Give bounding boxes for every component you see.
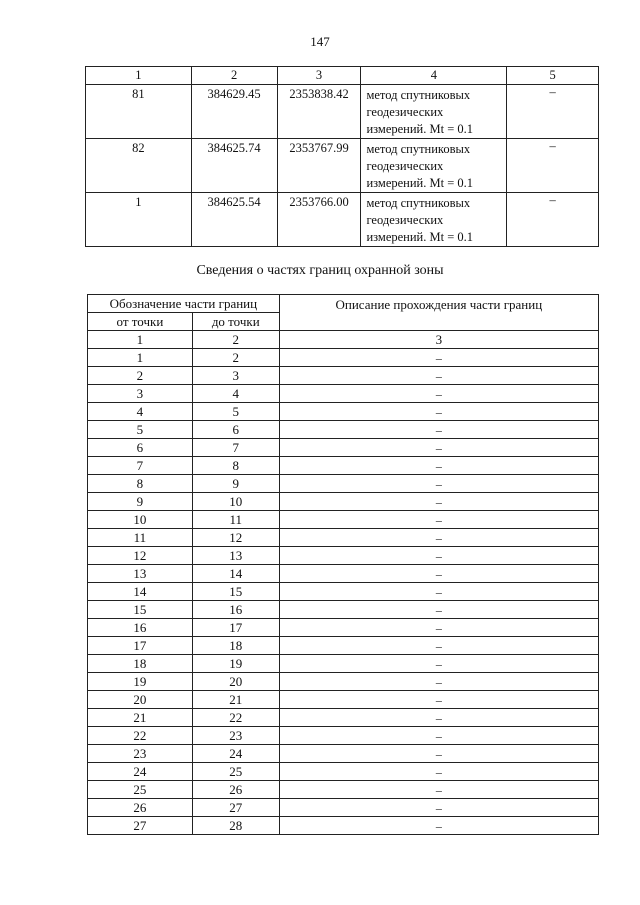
table-row — [88, 655, 599, 673]
column-number-row — [88, 331, 599, 349]
description-cell: – — [279, 403, 598, 421]
to-point-cell: 18 — [192, 637, 279, 655]
table-row — [88, 763, 599, 781]
section-title: Сведения о частях границ охранной зоны — [196, 263, 444, 278]
to-point-cell: 23 — [192, 727, 279, 745]
to-point-cell: 20 — [192, 673, 279, 691]
table-row — [86, 193, 599, 247]
boundary-part-designation-header: Обозначение части границ — [88, 295, 280, 313]
note-cell: – — [507, 85, 599, 139]
table-row — [88, 349, 599, 367]
from-point-cell: 25 — [88, 781, 193, 799]
x-coordinate: 384629.45 — [191, 85, 277, 139]
table-row — [88, 619, 599, 637]
from-point-cell: 14 — [88, 583, 193, 601]
method-cell — [361, 85, 507, 139]
to-point-cell: 21 — [192, 691, 279, 709]
column-header: 1 — [86, 67, 192, 85]
description-cell: – — [279, 475, 598, 493]
table-row — [88, 421, 599, 439]
to-point-cell: 9 — [192, 475, 279, 493]
to-point-cell: 19 — [192, 655, 279, 673]
from-point-cell: 22 — [88, 727, 193, 745]
table-row — [88, 583, 599, 601]
description-cell: – — [279, 673, 598, 691]
table-row — [86, 139, 599, 193]
description-cell: – — [279, 799, 598, 817]
description-cell: – — [279, 709, 598, 727]
table-row — [88, 367, 599, 385]
y-coordinate: 2353766.00 — [277, 193, 361, 247]
to-point-cell: 11 — [192, 511, 279, 529]
point-number: 82 — [86, 139, 192, 193]
from-point-cell: 16 — [88, 619, 193, 637]
description-cell: – — [279, 547, 598, 565]
table-row — [88, 709, 599, 727]
to-point-cell: 24 — [192, 745, 279, 763]
description-cell: – — [279, 457, 598, 475]
note-cell: – — [507, 193, 599, 247]
to-point-cell: 14 — [192, 565, 279, 583]
description-cell: – — [279, 493, 598, 511]
to-point-cell: 27 — [192, 799, 279, 817]
method-line: геодезических — [366, 159, 444, 173]
point-number: 81 — [86, 85, 192, 139]
column-header: 4 — [361, 67, 507, 85]
point-number: 1 — [86, 193, 192, 247]
from-point-cell: 11 — [88, 529, 193, 547]
table-row — [88, 601, 599, 619]
description-cell: – — [279, 439, 598, 457]
table-row — [88, 799, 599, 817]
from-point-cell: 7 — [88, 457, 193, 475]
table-row — [88, 511, 599, 529]
to-point-cell: 5 — [192, 403, 279, 421]
to-point-header: до точки — [192, 313, 279, 331]
description-cell: – — [279, 529, 598, 547]
coordinates-table — [85, 66, 599, 247]
to-point-cell: 6 — [192, 421, 279, 439]
description-cell: – — [279, 511, 598, 529]
description-cell: – — [279, 565, 598, 583]
description-cell: – — [279, 637, 598, 655]
x-coordinate: 384625.54 — [191, 193, 277, 247]
table-row — [88, 565, 599, 583]
description-cell: – — [279, 601, 598, 619]
table-row — [88, 493, 599, 511]
description-cell: – — [279, 691, 598, 709]
from-point-cell: 26 — [88, 799, 193, 817]
from-point-cell: 8 — [88, 475, 193, 493]
from-point-cell: 1 — [88, 349, 193, 367]
method-line: метод спутниковых — [366, 88, 471, 102]
table-row — [88, 385, 599, 403]
from-point-cell: 5 — [88, 421, 193, 439]
to-point-cell: 13 — [192, 547, 279, 565]
column-number: 3 — [279, 331, 598, 349]
description-cell: – — [279, 781, 598, 799]
from-point-cell: 10 — [88, 511, 193, 529]
description-cell: – — [279, 583, 598, 601]
from-point-cell: 4 — [88, 403, 193, 421]
from-point-cell: 21 — [88, 709, 193, 727]
method-line: измерений. Mt = 0.1 — [366, 122, 474, 136]
table-row — [88, 673, 599, 691]
x-coordinate: 384625.74 — [191, 139, 277, 193]
from-point-cell: 24 — [88, 763, 193, 781]
from-point-header: от точки — [88, 313, 193, 331]
to-point-cell: 17 — [192, 619, 279, 637]
to-point-cell: 22 — [192, 709, 279, 727]
table-row — [88, 403, 599, 421]
table-row — [88, 475, 599, 493]
column-header: 2 — [191, 67, 277, 85]
table-row — [86, 85, 599, 139]
table-row — [88, 529, 599, 547]
description-cell: – — [279, 421, 598, 439]
description-cell: – — [279, 727, 598, 745]
column-header: 5 — [507, 67, 599, 85]
method-line: измерений. Mt = 0.1 — [366, 230, 474, 244]
to-point-cell: 2 — [192, 349, 279, 367]
from-point-cell: 17 — [88, 637, 193, 655]
to-point-cell: 25 — [192, 763, 279, 781]
from-point-cell: 20 — [88, 691, 193, 709]
to-point-cell: 15 — [192, 583, 279, 601]
table-row — [88, 727, 599, 745]
from-point-cell: 15 — [88, 601, 193, 619]
column-header: 3 — [277, 67, 361, 85]
boundary-parts-table — [87, 294, 599, 835]
method-line: геодезических — [366, 105, 444, 119]
header-row — [88, 295, 599, 313]
boundary-description-header: Описание прохождения части границ — [279, 295, 598, 331]
from-point-cell: 2 — [88, 367, 193, 385]
table-row — [88, 547, 599, 565]
description-cell: – — [279, 349, 598, 367]
table-row — [88, 637, 599, 655]
table-row — [88, 745, 599, 763]
method-line: метод спутниковых — [366, 196, 471, 210]
to-point-cell: 8 — [192, 457, 279, 475]
note-cell: – — [507, 139, 599, 193]
from-point-cell: 18 — [88, 655, 193, 673]
table-row — [88, 817, 599, 835]
from-point-cell: 13 — [88, 565, 193, 583]
to-point-cell: 26 — [192, 781, 279, 799]
description-cell: – — [279, 763, 598, 781]
description-cell: – — [279, 367, 598, 385]
description-cell: – — [279, 655, 598, 673]
from-point-cell: 19 — [88, 673, 193, 691]
from-point-cell: 6 — [88, 439, 193, 457]
to-point-cell: 28 — [192, 817, 279, 835]
from-point-cell: 12 — [88, 547, 193, 565]
method-line: геодезических — [366, 213, 444, 227]
page-number: 147 — [310, 34, 330, 49]
description-cell: – — [279, 745, 598, 763]
column-number: 2 — [192, 331, 279, 349]
y-coordinate: 2353767.99 — [277, 139, 361, 193]
column-number: 1 — [88, 331, 193, 349]
to-point-cell: 16 — [192, 601, 279, 619]
table-row — [88, 691, 599, 709]
description-cell: – — [279, 385, 598, 403]
method-cell — [361, 193, 507, 247]
from-point-cell: 9 — [88, 493, 193, 511]
to-point-cell: 10 — [192, 493, 279, 511]
description-cell: – — [279, 817, 598, 835]
y-coordinate: 2353838.42 — [277, 85, 361, 139]
to-point-cell: 7 — [192, 439, 279, 457]
table-row — [88, 439, 599, 457]
from-point-cell: 27 — [88, 817, 193, 835]
from-point-cell: 3 — [88, 385, 193, 403]
to-point-cell: 3 — [192, 367, 279, 385]
method-cell — [361, 139, 507, 193]
method-line: измерений. Mt = 0.1 — [366, 176, 474, 190]
description-cell: – — [279, 619, 598, 637]
parts-table-body — [88, 349, 599, 835]
to-point-cell: 4 — [192, 385, 279, 403]
coordinates-header-row — [86, 67, 599, 85]
method-line: метод спутниковых — [366, 142, 471, 156]
from-point-cell: 23 — [88, 745, 193, 763]
table-row — [88, 781, 599, 799]
to-point-cell: 12 — [192, 529, 279, 547]
table-row — [88, 457, 599, 475]
